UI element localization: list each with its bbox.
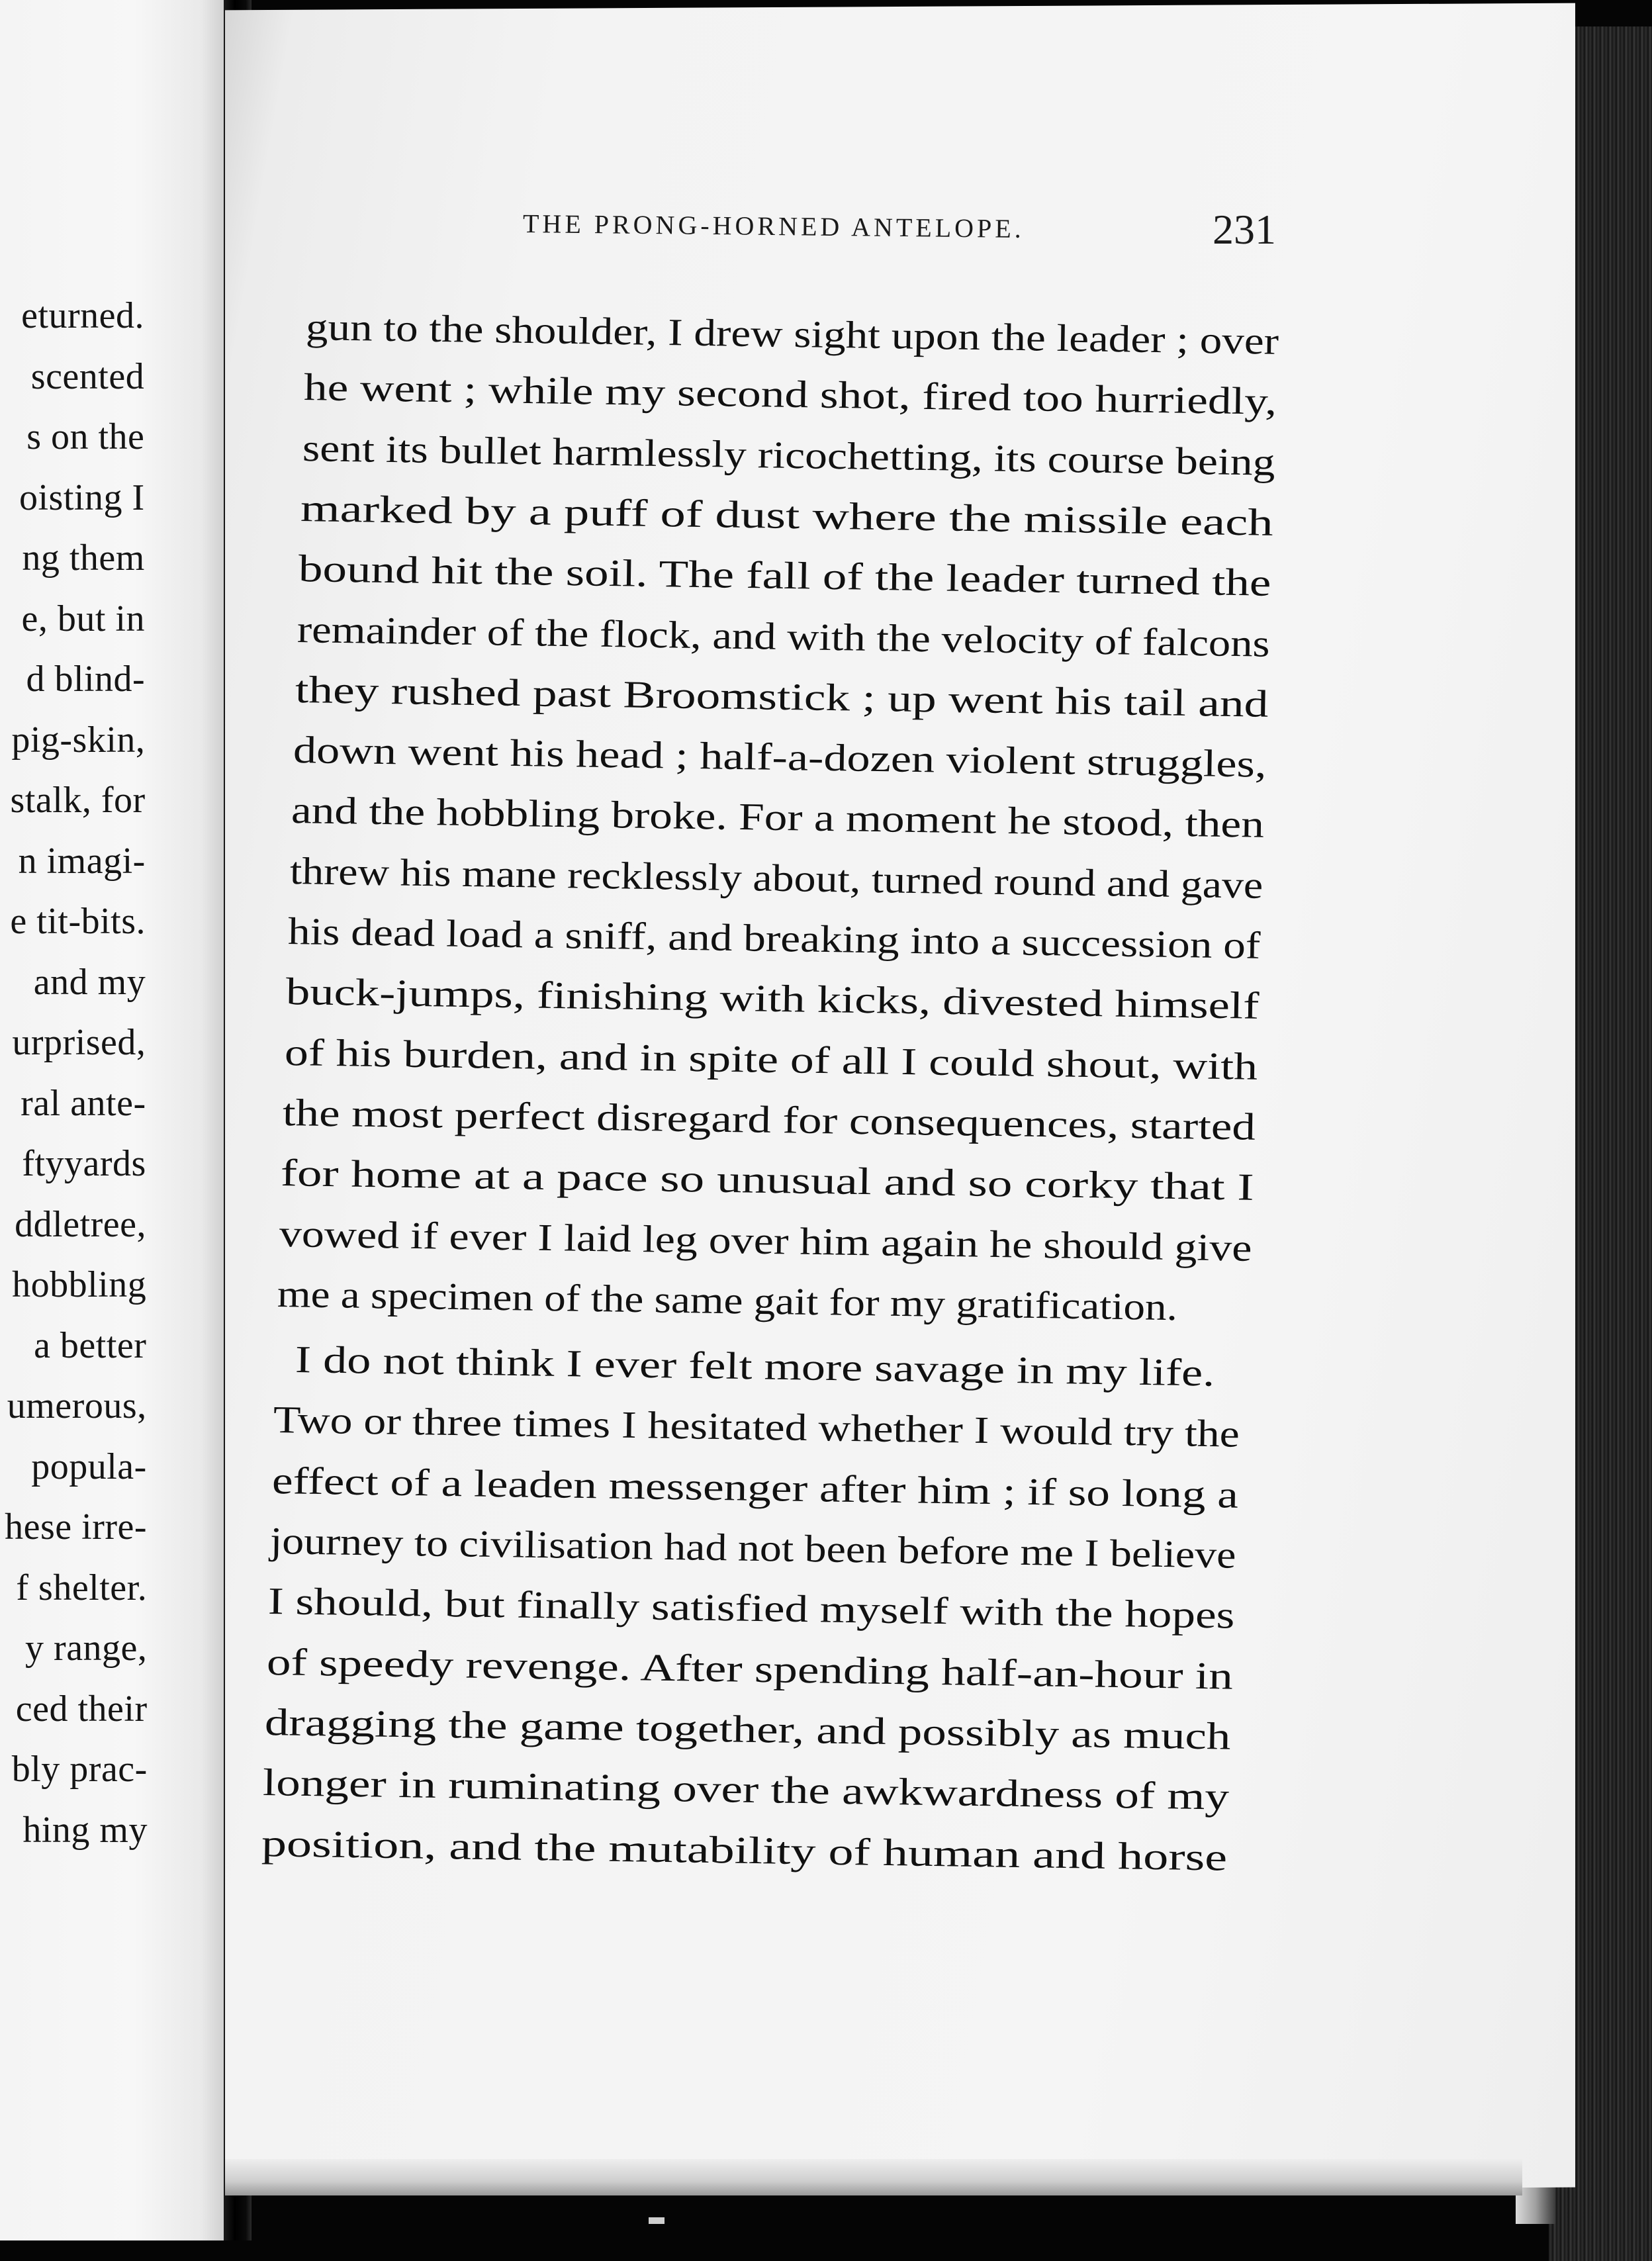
text-line: journey to civilisation had not been before me I believe [269,1519,1236,1577]
left-page-line: oisting I [19,477,145,518]
page-number: 231 [1213,206,1276,253]
text-line: position, and the mutability of human and horse [261,1821,1228,1879]
left-page-line: scented [30,355,145,397]
text-line: they rushed past Broomstick ; up went his tail and [295,667,1269,725]
left-page-line: ddletree, [15,1203,146,1245]
left-page-line: a better [34,1324,147,1366]
left-page-line: ced their [15,1688,148,1730]
text-line: the most perfect disregard for consequences, started [282,1090,1256,1148]
left-page-line: hing my [23,1809,148,1851]
text-line: vowed if ever I laid leg over him again he should give [279,1211,1252,1269]
left-page-line: pig-skin, [11,719,146,761]
text-line: longer in ruminating over the awkwardness of my [262,1761,1230,1818]
text-line: Two or three times I hesitated whether I would try the [273,1398,1240,1456]
left-page-line: bly prac- [11,1749,148,1790]
left-page-line: y range, [25,1628,148,1669]
page-bottom-edge [225,2159,1522,2195]
left-page-line: e, but in [21,598,145,639]
text-line: his dead load a sniff, and breaking into a succession of [287,909,1261,967]
left-page-line: d blind- [26,659,146,700]
text-line: me a specimen of the same gait for my gratification. [277,1271,1178,1328]
text-line: for home at a pace so unusual and so corky that I [280,1151,1255,1209]
left-page-line: popula- [31,1446,147,1487]
running-head: THE PRONG-HORNED ANTELOPE. [522,208,1025,244]
left-page-line: and my [33,961,146,1003]
text-line: I should, but finally satisfied myself with the hopes [267,1579,1236,1637]
text-line: he went ; while my second shot, fired too hurriedly, [303,365,1277,424]
text-line: sent its bullet harmlessly ricochetting, its course being [302,426,1275,484]
left-page-line: hese irre- [5,1506,147,1547]
text-line: dragging the game together, and possibly as much [264,1700,1231,1758]
left-page-line: eturned. [21,295,144,336]
previous-page-fragment [0,0,224,2240]
left-page-line: ng them [22,537,145,578]
text-line: and the hobbling broke. For a moment he stood, then [291,788,1265,847]
text-line: marked by a puff of dust where the missile each [300,486,1273,544]
left-page-line: hobbling [12,1264,147,1305]
left-page-line: umerous, [7,1385,147,1426]
left-page-line: stalk, for [10,780,146,821]
left-page-line: ftyyards [22,1143,146,1184]
left-page-line: urprised, [12,1022,146,1063]
text-line: of speedy revenge. After spending half-an-hour in [266,1639,1233,1698]
text-line: gun to the shoulder, I drew sight upon the leader ; over [305,305,1279,363]
text-line: buck-jumps, finishing with kicks, divested himself [285,970,1260,1028]
text-line: of his burden, and in spite of all I could shout, with [284,1030,1258,1088]
left-page-line: s on the [26,416,145,457]
left-page-line: e tit-bits. [10,901,146,942]
left-page-line: f shelter. [16,1567,148,1608]
left-page-line: ral ante- [21,1082,146,1124]
text-line: bound hit the soil. The fall of the leader turned the [298,547,1272,604]
scan-artifact [649,2217,665,2224]
text-line: I do not think I ever felt more savage in my life. [295,1338,1215,1395]
text-line: remainder of the flock, and with the velocity of falcons [297,607,1270,665]
text-line: effect of a leaden messenger after him ; if so long a [271,1458,1239,1516]
left-page-line: n imagi- [18,840,146,882]
text-line: down went his head ; half-a-dozen violent struggles, [293,728,1267,786]
text-line: threw his mane recklessly about, turned round and gave [289,849,1263,907]
